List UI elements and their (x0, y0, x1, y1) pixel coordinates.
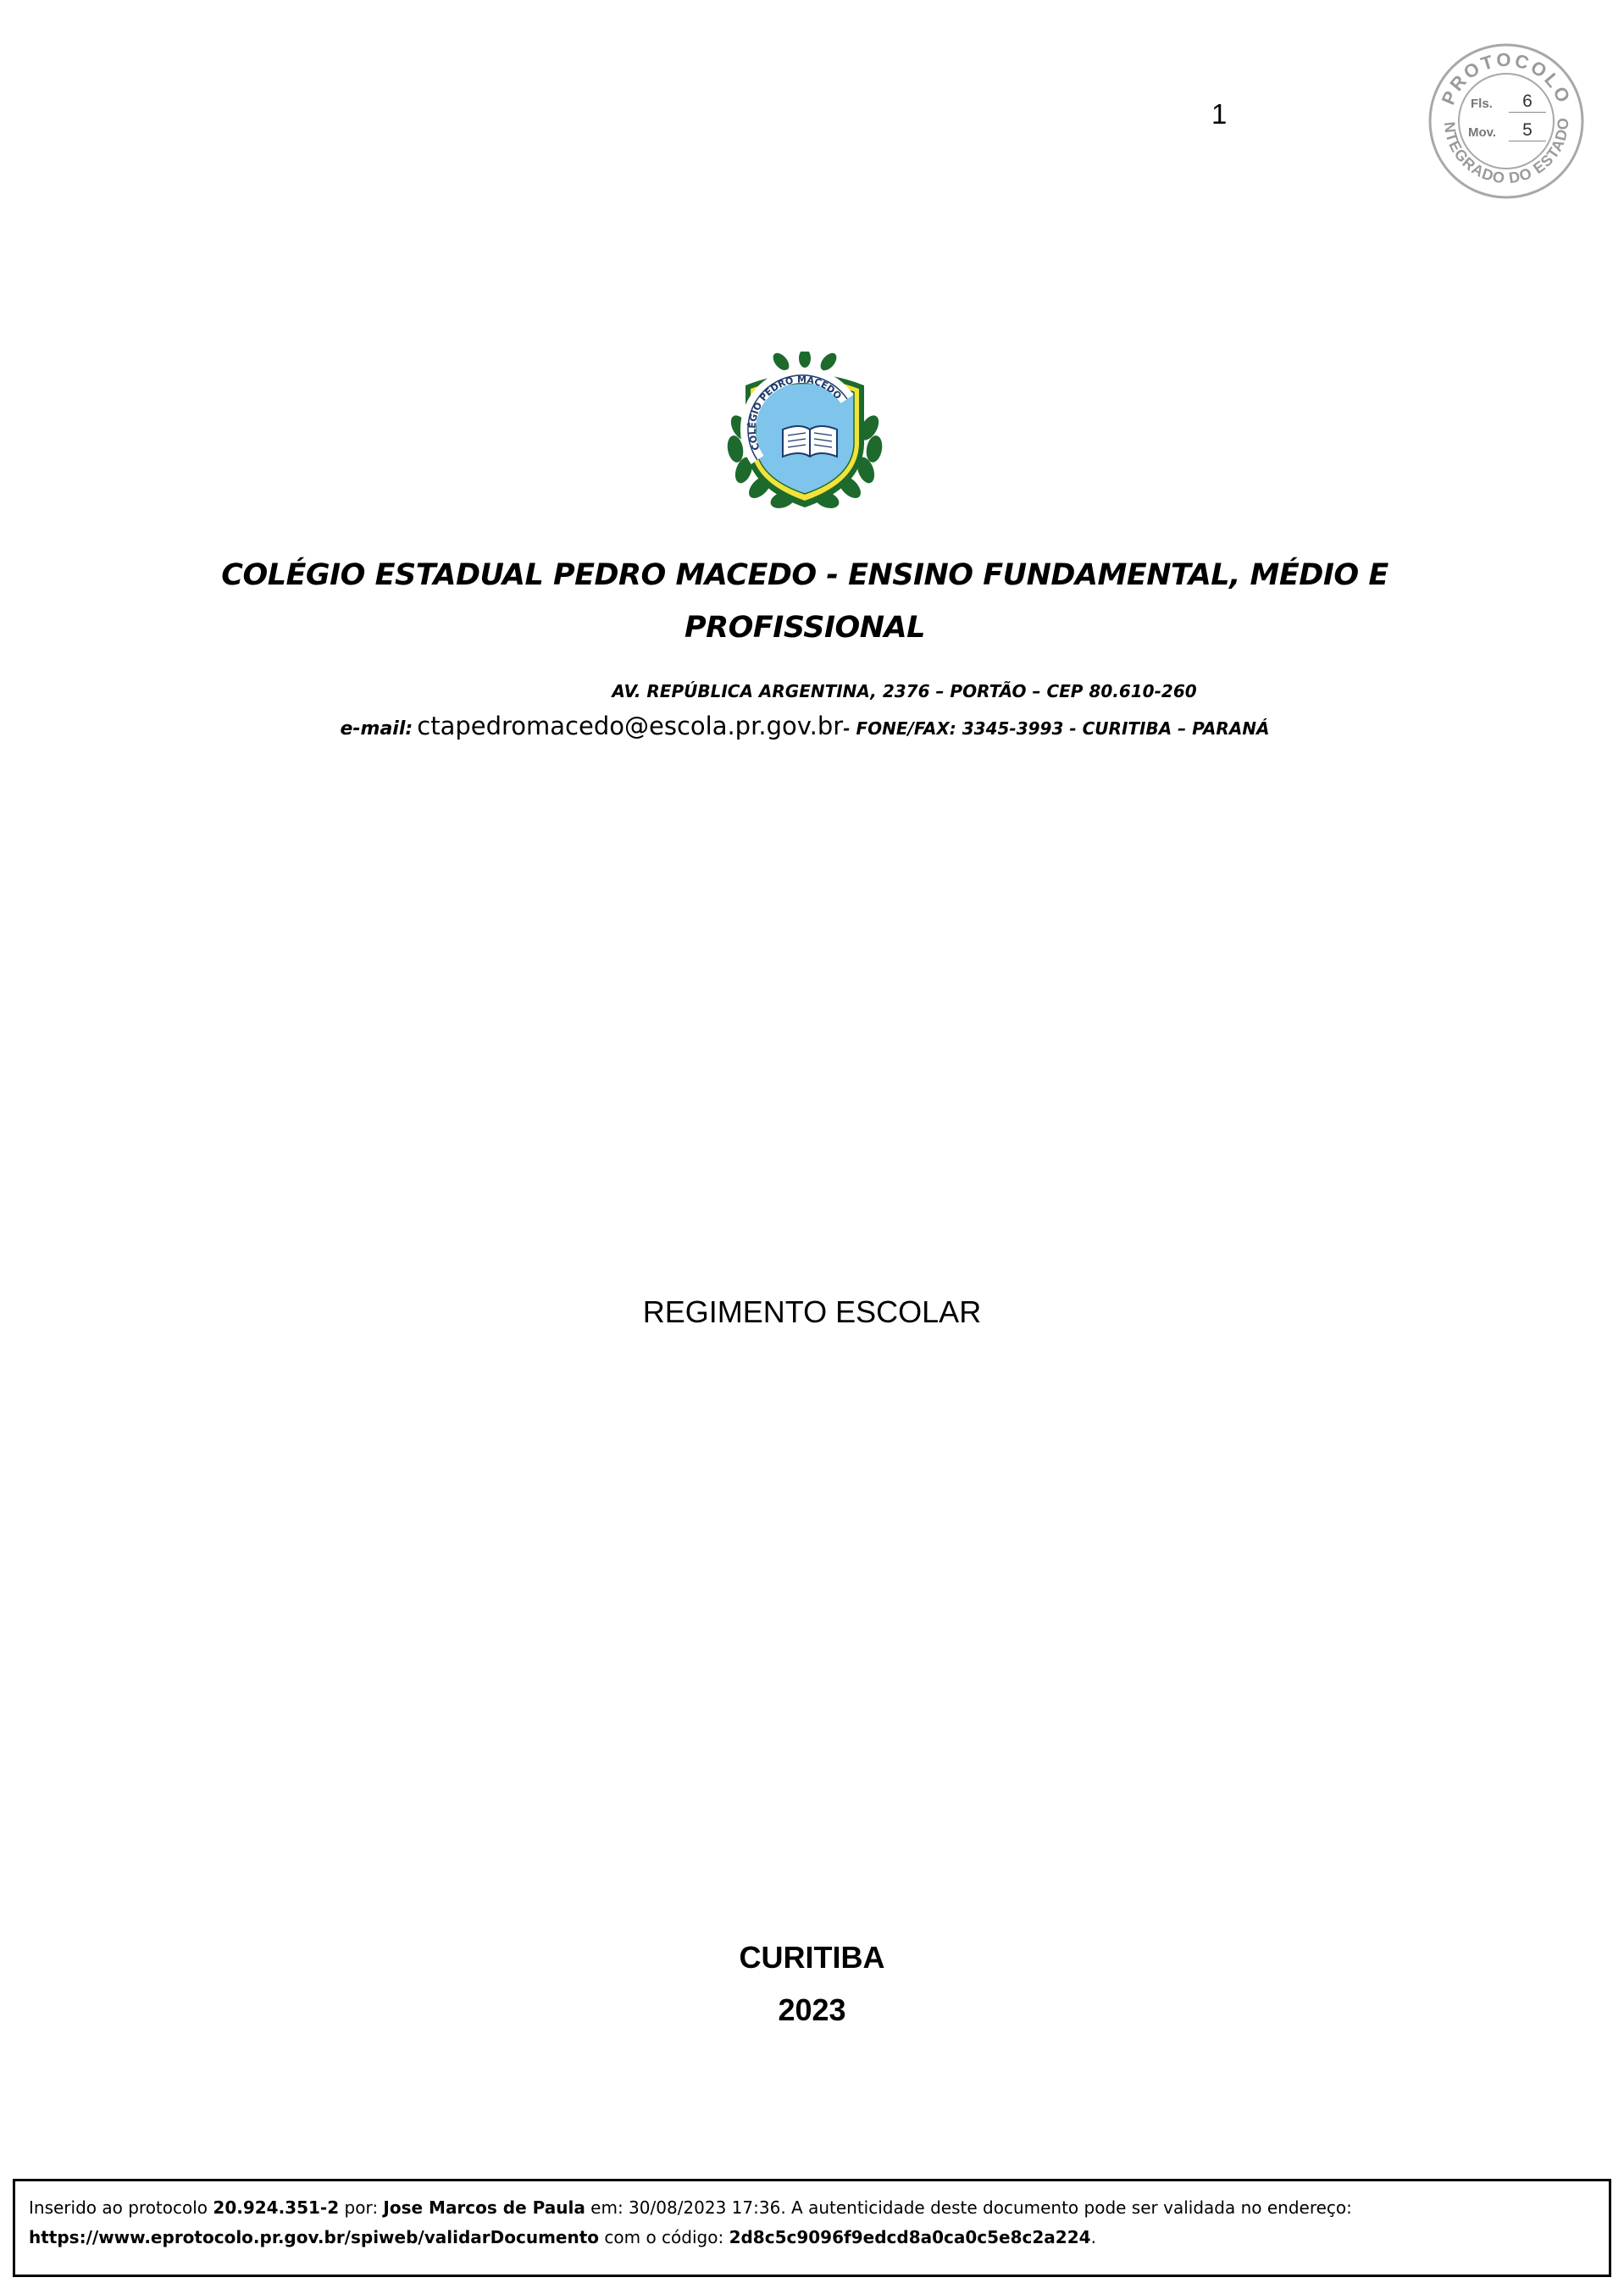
svg-text:PROTOCOLO (1437, 49, 1575, 108)
document-city: CURITIBA (739, 1940, 885, 1975)
footer-author: Jose Marcos de Paula (383, 2197, 585, 2218)
footer-text-5: . (1090, 2227, 1096, 2247)
school-crest-icon (722, 352, 888, 518)
footer-validation-code: 2d8c5c9096f9edcd8a0ca0c5e8c2a224 (729, 2227, 1091, 2247)
protocol-footer (13, 2179, 1611, 2277)
stamp-fls-value: 6 (1509, 91, 1546, 113)
footer-text-1: Inserido ao protocolo (29, 2197, 213, 2218)
email-address: ctapedromacedo@escola.pr.gov.br (417, 712, 844, 740)
stamp-mov-label: Mov. (1468, 125, 1497, 140)
stamp-seal-icon (1426, 41, 1587, 202)
footer-text-3: em: 30/08/2023 17:36. A autenticidade deste documento pode ser validada no endereço: (585, 2197, 1352, 2218)
crest-motto: COLÉGIO PEDRO MACEDO (746, 374, 844, 452)
school-name-line2: PROFISSIONAL (685, 611, 925, 645)
school-name (169, 549, 1440, 654)
footer-text-4: com o código: (599, 2227, 729, 2247)
school-address: AV. REPÚBLICA ARGENTINA, 2376 – PORTÃO – CEP 80.610-260 (612, 681, 1197, 701)
document-title: REGIMENTO ESCOLAR (642, 1294, 982, 1329)
stamp-bottom-text: NTEGRADO DO ESTADO (1440, 116, 1572, 187)
phone-text: - FONE/FAX: 3345-3993 - CURITIBA – PARANÁ (843, 718, 1270, 739)
stamp-top-text: PROTOCOLO (1437, 48, 1576, 108)
stamp-fls-label: Fls. (1471, 97, 1493, 111)
footer-text-2: por: (339, 2197, 384, 2218)
school-crest (722, 352, 888, 518)
school-contact (169, 712, 1440, 740)
footer-validation-url: https://www.eprotocolo.pr.gov.br/spiweb/validarDocumento (29, 2227, 600, 2247)
footer-line1 (29, 2193, 1595, 2223)
footer-protocol-number: 20.924.351-2 (213, 2197, 340, 2218)
page-number: 1 (1211, 98, 1228, 130)
protocol-stamp (1426, 41, 1587, 202)
stamp-mov-value: 5 (1509, 120, 1546, 141)
footer-line2 (29, 2223, 1595, 2253)
document-year: 2023 (778, 1992, 846, 2027)
school-name-line1: COLÉGIO ESTADUAL PEDRO MACEDO - ENSINO FUNDAMENTAL, MÉDIO E (221, 558, 1388, 592)
email-label: e-mail: (340, 718, 413, 740)
